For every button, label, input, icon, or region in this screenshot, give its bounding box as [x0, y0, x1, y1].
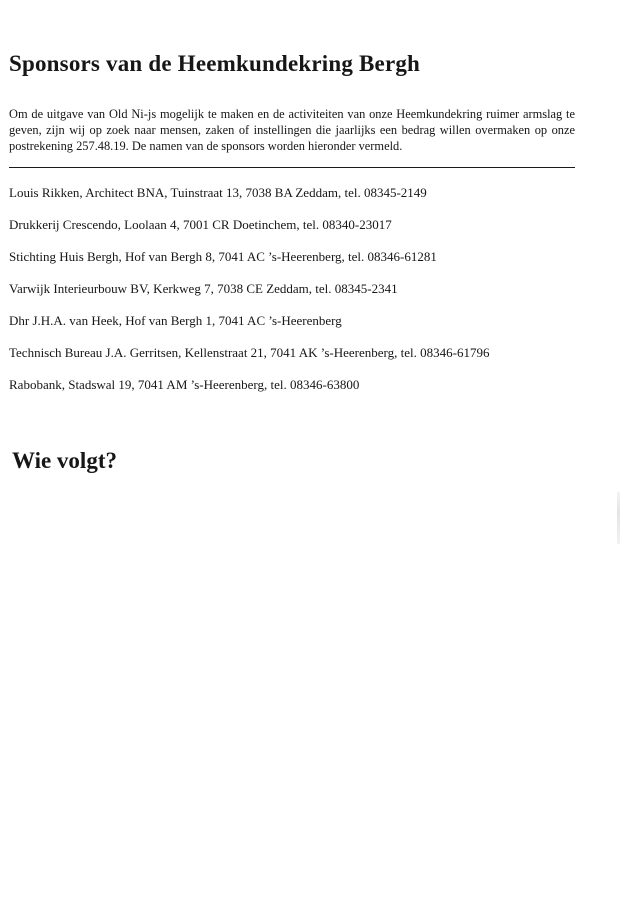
sponsor-item: Technisch Bureau J.A. Gerritsen, Kellenstraat 21, 7041 AK ’s-Heerenberg, tel. 08346-61796 [9, 345, 490, 360]
sponsor-item: Rabobank, Stadswal 19, 7041 AM ’s-Heerenberg, tel. 08346-63800 [9, 377, 360, 392]
sponsor-item: Drukkerij Crescendo, Loolaan 4, 7001 CR Doetinchem, tel. 08340-23017 [9, 217, 392, 232]
sponsor-item: Stichting Huis Bergh, Hof van Bergh 8, 7041 AC ’s-Heerenberg, tel. 08346-61281 [9, 249, 437, 264]
intro-paragraph: Om de uitgave van Old Ni-js mogelijk te maken en de activiteiten van onze Heemkundekring ruimer armslag te geven, zijn wij op zoek naar mensen, zaken of instellingen die jaarlijks een bedrag willen overmaken op onze postrekening 257.48.19. De namen van de sponsors worden hieronder vermeld. [9, 107, 575, 153]
sponsor-list [9, 182, 609, 406]
sponsor-item: Dhr J.H.A. van Heek, Hof van Bergh 1, 7041 AC ’s-Heerenberg [9, 313, 342, 328]
closing-heading: Wie volgt? [12, 448, 117, 473]
horizontal-divider [9, 167, 575, 168]
page-title: Sponsors van de Heemkundekring Bergh [9, 51, 421, 76]
sponsor-item: Louis Rikken, Architect BNA, Tuinstraat 13, 7038 BA Zeddam, tel. 08345-2149 [9, 185, 427, 200]
sponsor-item: Varwijk Interieurbouw BV, Kerkweg 7, 7038 CE Zeddam, tel. 08345-2341 [9, 281, 398, 296]
scan-edge-mark [617, 492, 620, 544]
